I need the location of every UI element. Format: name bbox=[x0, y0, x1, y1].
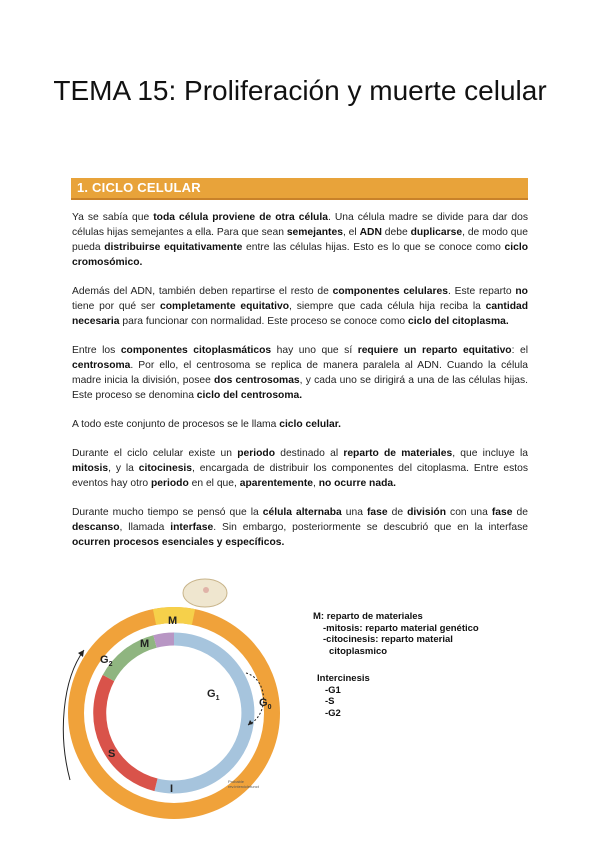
bold-text: distribuirse equitativamente bbox=[104, 242, 243, 253]
text-run: de bbox=[387, 507, 408, 518]
bold-text: centrosoma bbox=[72, 360, 131, 371]
bold-text: no bbox=[515, 286, 528, 297]
bold-text: división bbox=[407, 507, 447, 518]
legend-m-mitosis: -mitosis: reparto material genético bbox=[323, 622, 479, 634]
bold-text: componentes citoplasmáticos bbox=[120, 345, 272, 356]
cell-cycle-diagram bbox=[60, 575, 300, 830]
text-run: Ya se sabía que bbox=[72, 212, 154, 223]
label-m-inner: M bbox=[140, 638, 150, 650]
paragraph bbox=[72, 505, 528, 550]
text-run: , siempre que cada célula hija reciba la bbox=[289, 301, 486, 312]
section-header bbox=[71, 178, 528, 200]
diagram-legend bbox=[313, 611, 479, 719]
legend-interfase-title: Intercinesis bbox=[317, 673, 370, 684]
legend-m-title: M: reparto de materiales bbox=[313, 611, 423, 622]
text-run: Entre los bbox=[72, 345, 121, 356]
page-title: TEMA 15: Proliferación y muerte celular bbox=[53, 75, 547, 106]
text-run: , encargada de distribuir los componentes del citoplasma. Entre estos eventos hay otro bbox=[72, 463, 528, 489]
bold-text: no ocurre nada. bbox=[318, 478, 396, 489]
legend-g2: -G2 bbox=[325, 707, 341, 719]
text-run: : el bbox=[511, 345, 528, 356]
text-run: A todo este conjunto de procesos se le llama bbox=[72, 419, 280, 430]
text-run: Durante el ciclo celular existe un bbox=[72, 448, 238, 459]
g1-segment bbox=[156, 639, 248, 787]
text-run: . Por ello, el centrosoma se replica de manera paralela al ADN. Cuando la célula madre inicia la división, posee bbox=[72, 360, 528, 386]
bold-text: ocurren procesos esenciales y específicos. bbox=[72, 537, 285, 548]
text-run: Además del ADN, también deben repartirse el resto de bbox=[72, 286, 333, 297]
bold-text: ADN bbox=[359, 227, 382, 238]
text-run: , y cada uno se dirigirá a una de las células hijas. Este proceso se denomina bbox=[72, 375, 528, 401]
bold-text: mitosis bbox=[72, 463, 109, 474]
bold-text: ciclo cromosómico. bbox=[72, 242, 528, 268]
label-g2: $G_2$ bbox=[100, 654, 113, 668]
text-run: , que incluye la bbox=[452, 448, 528, 459]
text-run: . Una célula madre se divide para dar dos células hijas semejantes a ella. Para que sean bbox=[72, 212, 528, 238]
text-run: en el que, bbox=[188, 478, 240, 489]
bold-text: requiere un reparto equitativo bbox=[357, 345, 512, 356]
text-run: , llamada bbox=[119, 522, 171, 533]
bold-text: reparto de materiales bbox=[343, 448, 453, 459]
label-g0: $G_0$ bbox=[259, 697, 272, 711]
dividing-cell-image bbox=[183, 579, 227, 607]
label-m-outer: M bbox=[168, 615, 178, 627]
text-run: para funcionar con normalidad. Este proceso se conoce como bbox=[119, 316, 409, 327]
paragraph bbox=[72, 210, 528, 270]
text-run: , y la bbox=[108, 463, 139, 474]
text-run: , el bbox=[342, 227, 360, 238]
paragraph bbox=[72, 284, 528, 329]
text-run: . Este reparto bbox=[447, 286, 516, 297]
bold-text: célula alternaba bbox=[262, 507, 342, 518]
text-run: entre las células hijas. Esto es lo que se conoce como bbox=[242, 242, 505, 253]
text-run: , bbox=[312, 478, 319, 489]
bold-text: semejantes bbox=[286, 227, 343, 238]
bold-text: toda célula proviene de otra célula bbox=[153, 212, 328, 223]
bold-text: periodo bbox=[237, 448, 275, 459]
bold-text: citocinesis bbox=[138, 463, 193, 474]
label-s: S bbox=[108, 748, 116, 760]
label-g1: $G_1$ bbox=[207, 688, 220, 702]
text-run: tiene por qué ser bbox=[72, 301, 161, 312]
text-run: con una bbox=[446, 507, 492, 518]
text-run: . Sin embargo, posteriormente se descubrió que en la interfase bbox=[213, 522, 528, 533]
bold-text: duplicarse bbox=[410, 227, 463, 238]
section-header-label: 1. CICLO CELULAR bbox=[77, 180, 201, 195]
bold-text: descanso bbox=[72, 522, 120, 533]
m-inner-segment bbox=[155, 639, 174, 642]
legend-s: -S bbox=[325, 696, 335, 707]
text-run: destinado al bbox=[275, 448, 344, 459]
bold-text: fase bbox=[491, 507, 513, 518]
paragraph bbox=[72, 343, 528, 403]
bold-text: ciclo del centrosoma. bbox=[196, 390, 303, 401]
bold-text: ciclo celular. bbox=[279, 419, 342, 430]
paragraph bbox=[72, 417, 528, 432]
bold-text: dos centrosomas bbox=[214, 375, 300, 386]
text-run: de bbox=[512, 507, 528, 518]
s-segment bbox=[100, 678, 156, 785]
bold-text: periodo bbox=[151, 478, 189, 489]
legend-m-citocinesis-cont: citoplasmico bbox=[329, 645, 388, 657]
paragraph bbox=[72, 446, 528, 491]
legend-g1: -G1 bbox=[325, 684, 341, 696]
body-text bbox=[72, 210, 528, 564]
credit-text: rev.interciclefunct bbox=[228, 784, 259, 789]
credit-text: Probable bbox=[228, 779, 245, 784]
bold-text: ciclo del citoplasma. bbox=[408, 316, 509, 327]
bold-text: cantidad necesaria bbox=[72, 301, 529, 327]
bold-text: aparentemente bbox=[239, 478, 313, 489]
bold-text: componentes celulares bbox=[332, 286, 448, 297]
bold-text: fase bbox=[366, 507, 388, 518]
bold-text: interfase bbox=[170, 522, 214, 533]
text-run: debe bbox=[381, 227, 411, 238]
legend-m-citocinesis: -citocinesis: reparto material bbox=[323, 634, 453, 645]
text-run: Durante mucho tiempo se pensó que la bbox=[72, 507, 263, 518]
label-i: I bbox=[170, 783, 174, 795]
text-run: hay uno que sí bbox=[271, 345, 358, 356]
text-run: una bbox=[341, 507, 367, 518]
bold-text: completamente equitativo bbox=[160, 301, 290, 312]
text-run: , de modo que pueda bbox=[72, 227, 528, 253]
